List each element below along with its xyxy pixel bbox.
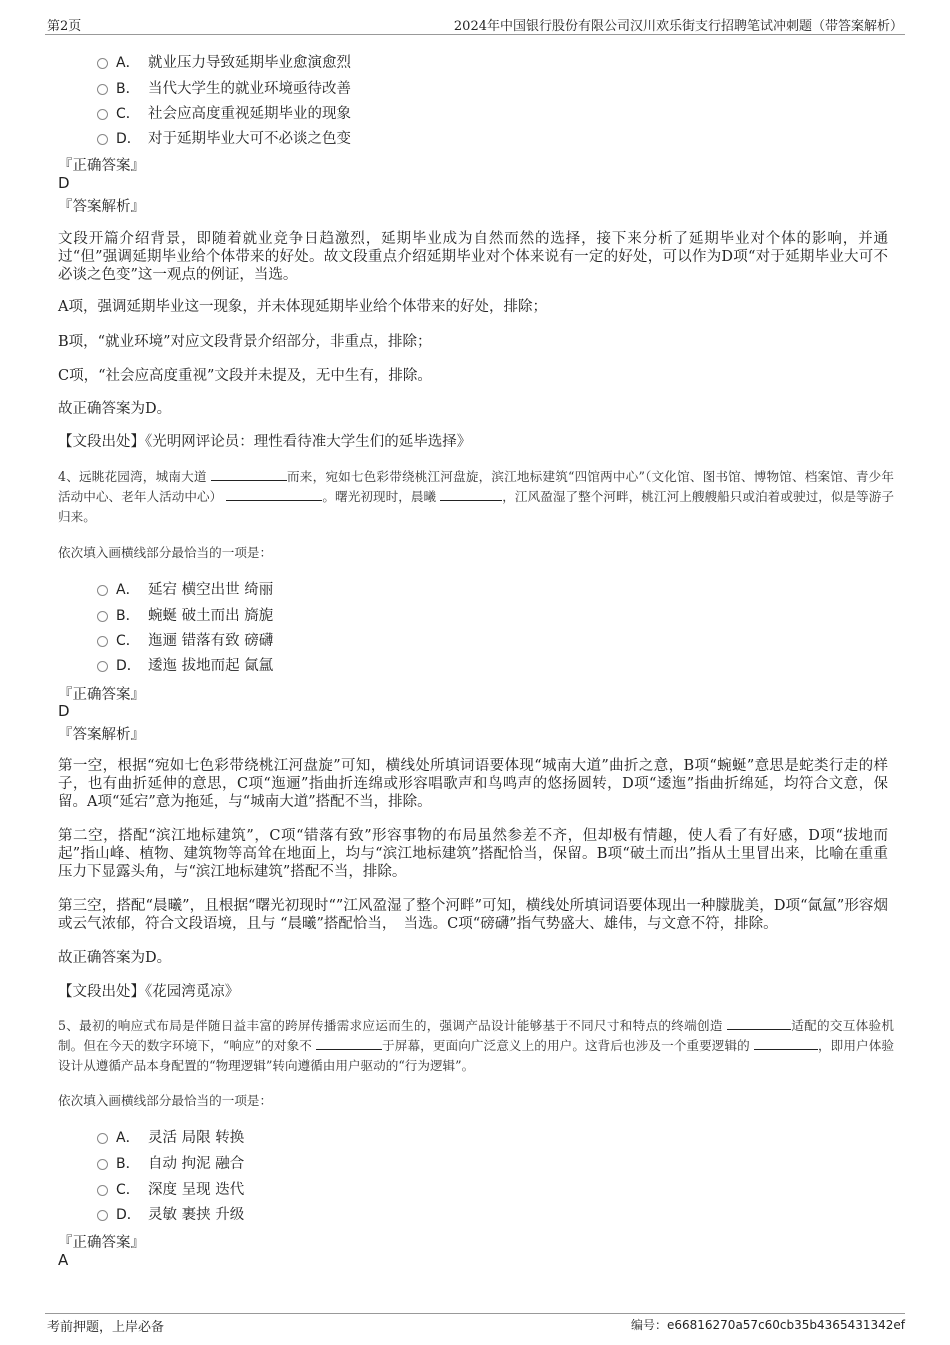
q3-analysis-paragraph: A项，强调延期毕业这一现象，并未体现延期毕业给个体带来的好处，排除； (58, 299, 547, 315)
q3-analysis-label: 『答案解析』 (58, 199, 145, 215)
q4-answer-label: 『正确答案』 (58, 687, 145, 703)
q3-option-c[interactable]: C． 社会应高度重视延期毕业的现象 (97, 102, 351, 123)
q5-option-b[interactable]: B． 自动 拘泥 融合 (97, 1152, 244, 1173)
page-header (45, 12, 905, 35)
q3-source: 【文段出处】《光明网评论员：理性看待准大学生们的延毕选择》 (58, 434, 472, 450)
radio-icon[interactable] (97, 134, 108, 145)
radio-icon[interactable] (97, 1159, 108, 1170)
q3-option-b[interactable]: B． 当代大学生的就业环境亟待改善 (97, 77, 351, 98)
fill-blank[interactable] (226, 488, 322, 501)
q4-option-b[interactable]: B． 蜿蜒 破土而出 旖旎 (97, 604, 273, 625)
fill-blank[interactable] (211, 468, 287, 481)
q5-option-a[interactable]: A． 灵活 局限 转换 (97, 1126, 244, 1147)
radio-icon[interactable] (97, 84, 108, 95)
fill-blank[interactable] (727, 1017, 791, 1030)
radio-icon[interactable] (97, 1133, 108, 1144)
radio-icon[interactable] (97, 585, 108, 596)
q4-analysis-paragraph: 第三空，搭配“晨曦”，且根据“曙光初现时“”江风盈湿了整个河畔”可知，横线处所填词语要体现出一种朦胧美，D项“氤氲”形容烟或云气浓郁，符合文段语境，且与 “晨曦”搭配恰当， 当选。C项“磅礴”指气势盛大、雄伟，与文意不符，排除。 (58, 898, 888, 932)
q5-stem: 5、最初的响应式布局是伴随日益丰富的跨屏传播需求应运而生的，强调产品设计能够基于不同尺寸和特点的终端创造 适配的交互体验机制。但在今天的数字环境下，“响应”的对象不 于屏幕，更面向广泛意义上的用户。这背后也涉及一个重要逻辑的 ，即用户体验设计从遵循产品本身配置的“物理逻辑”转向遵循由用户驱动的“行为逻辑”。 (58, 1018, 894, 1073)
q3-analysis-paragraph: B项，“就业环境”对应文段背景介绍部分，非重点，排除； (58, 334, 432, 350)
q5-answer-label: 『正确答案』 (58, 1235, 145, 1251)
radio-icon[interactable] (97, 1185, 108, 1196)
q4-option-a[interactable]: A． 延宕 横空出世 绮丽 (97, 578, 273, 599)
fill-blank[interactable] (754, 1037, 818, 1050)
radio-icon[interactable] (97, 109, 108, 120)
radio-icon[interactable] (97, 661, 108, 672)
q4-source: 【文段出处】《花园湾觅凉》 (58, 984, 240, 1000)
q4-analysis-paragraph: 故正确答案为D。 (58, 950, 172, 966)
q4-option-d[interactable]: D． 逶迤 拔地而起 氤氲 (97, 654, 273, 675)
q3-answer: D (58, 174, 70, 192)
q4-stem: 4、远眺花园湾，城南大道 而来，宛如七色彩带绕桃江河盘旋，滨江地标建筑“四馆两中心”（文化馆、图书馆、博物馆、档案馆、青少年活动中心、老年人活动中心） 。曙光初现时，晨曦 ，江风盈湿了整个河畔，桃江河上艘艘船只或泊着或驶过，似是等游子归来。 (58, 469, 895, 524)
radio-icon[interactable] (97, 58, 108, 69)
footer-code: 编号：e66816270a57c60cb35b4365431342ef (630, 1318, 905, 1332)
page-footer (45, 1313, 905, 1338)
q5-instruction: 依次填入画横线部分最恰当的一项是： (58, 1093, 273, 1108)
q3-analysis-paragraph: 故正确答案为D。 (58, 401, 172, 417)
fill-blank[interactable] (440, 488, 502, 501)
q5-option-c[interactable]: C． 深度 呈现 迭代 (97, 1178, 244, 1199)
q4-analysis-label: 『答案解析』 (58, 727, 145, 743)
q5-option-d[interactable]: D． 灵敏 裹挟 升级 (97, 1203, 244, 1224)
radio-icon[interactable] (97, 636, 108, 647)
q4-instruction: 依次填入画横线部分最恰当的一项是： (58, 545, 273, 560)
radio-icon[interactable] (97, 611, 108, 622)
page-number: 第2页 (47, 19, 82, 34)
footer-slogan: 考前押题，上岸必备 (47, 1320, 165, 1335)
fill-blank[interactable] (316, 1037, 382, 1050)
q4-answer: D (58, 702, 70, 720)
q4-analysis-paragraph: 第一空，根据“宛如七色彩带绕桃江河盘旋”可知，横线处所填词语要体现“城南大道”曲折之意，B项“蜿蜒”意思是蛇类行走的样子，也有曲折延伸的意思，C项“迤逦”指曲折连绵或形容唱歌声和鸟鸣声的悠扬圆转，D项“逶迤”指曲折绵延，均符合文意，保留。A项“延宕”意为拖延，与“城南大道”搭配不当，排除。 (58, 758, 888, 810)
q3-analysis-paragraph: C项，“社会应高度重视”文段并未提及，无中生有，排除。 (58, 368, 432, 384)
radio-icon[interactable] (97, 1210, 108, 1221)
q3-answer-label: 『正确答案』 (58, 158, 145, 174)
q3-option-a[interactable]: A． 就业压力导致延期毕业愈演愈烈 (97, 51, 351, 72)
q3-analysis-paragraph: 文段开篇介绍背景，即随着就业竞争日趋激烈，延期毕业成为自然而然的选择，接下来分析了延期毕业对个体的影响，并通过“但”强调延期毕业给个体带来的好处。故文段重点介绍延期毕业对个体来说有一定的好处，可以作为D项“对于延期毕业大可不必谈之色变”这一观点的例证，当选。 (58, 231, 888, 283)
q4-analysis-paragraph: 第二空，搭配“滨江地标建筑”，C项“错落有致”形容事物的布局虽然参差不齐，但却极有情趣，使人看了有好感，D项“拔地而起”指山峰、植物、建筑物等高耸在地面上，均与“滨江地标建筑”搭配恰当，保留。B项“破土而出”指从土里冒出来，比喻在重重压力下显露头角，与“滨江地标建筑”搭配不当，排除。 (58, 828, 888, 880)
document-title: 2024年中国银行股份有限公司汉川欢乐街支行招聘笔试冲刺题（带答案解析） (453, 19, 903, 34)
q5-answer: A (58, 1251, 69, 1269)
q3-option-d[interactable]: D． 对于延期毕业大可不必谈之色变 (97, 127, 351, 148)
q4-option-c[interactable]: C． 迤逦 错落有致 磅礴 (97, 629, 273, 650)
